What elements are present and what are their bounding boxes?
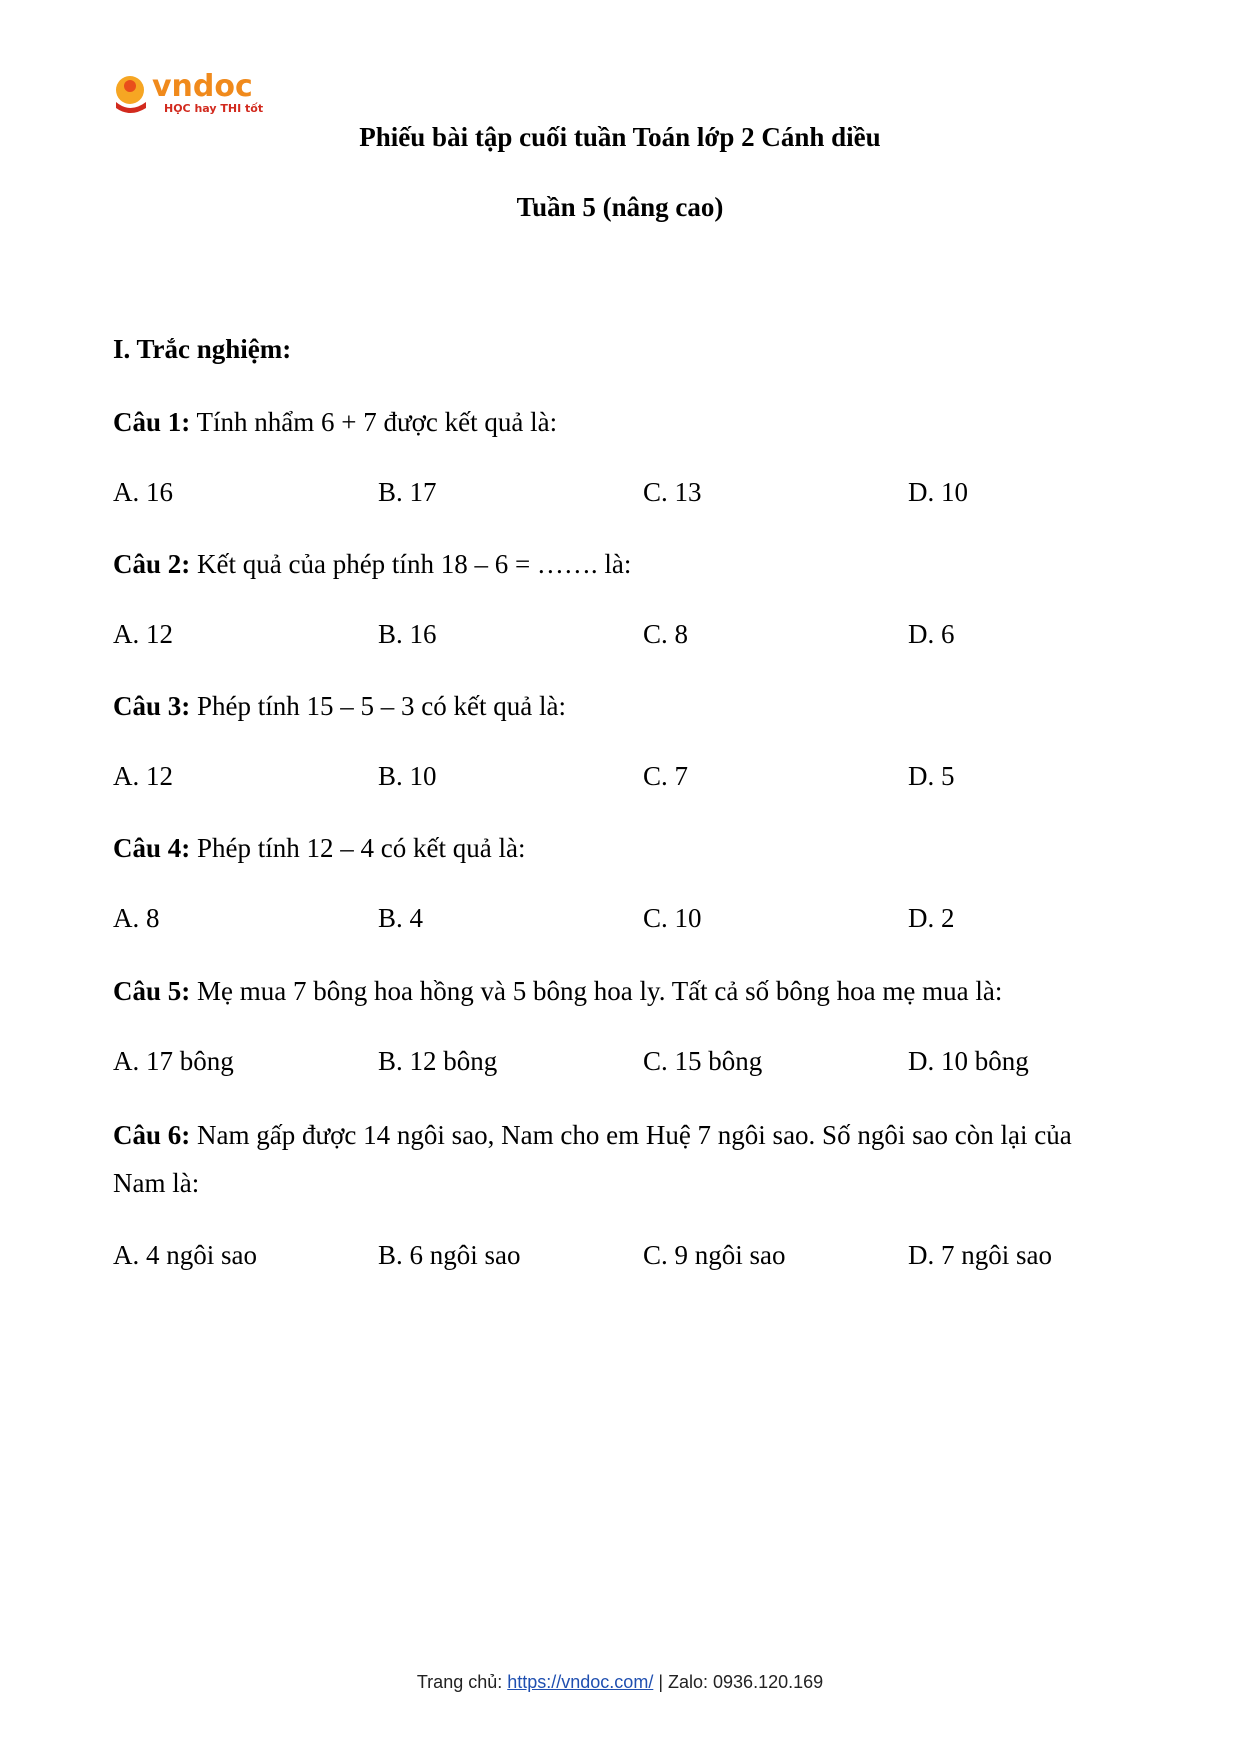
option-d[interactable]: D. 2 (908, 903, 955, 933)
footer-suffix: | Zalo: 0936.120.169 (653, 1672, 824, 1692)
options-3 (113, 761, 1183, 801)
logo-wordmark: vndoc (152, 69, 253, 104)
question-text: Phép tính 12 – 4 có kết quả là: (190, 833, 526, 863)
option-b[interactable]: B. 16 (378, 619, 437, 649)
document-subtitle: Tuần 5 (nâng cao) (516, 192, 724, 222)
options-5 (113, 1046, 1183, 1086)
option-a[interactable]: A. 17 bông (113, 1046, 234, 1076)
options-6 (113, 1240, 1183, 1280)
footer-prefix: Trang chủ: (416, 1672, 508, 1692)
option-c[interactable]: C. 10 (643, 903, 702, 933)
option-c[interactable]: C. 13 (643, 477, 702, 507)
option-b[interactable]: B. 10 (378, 761, 437, 791)
option-d[interactable]: D. 5 (908, 761, 955, 791)
option-b[interactable]: B. 4 (378, 903, 424, 933)
question-1 (113, 398, 1113, 446)
option-a[interactable]: A. 4 ngôi sao (113, 1240, 257, 1270)
options-1 (113, 477, 1183, 517)
question-label: Câu 4: (113, 833, 191, 863)
question-text: Mẹ mua 7 bông hoa hồng và 5 bông hoa ly. Tất cả số bông hoa mẹ mua là: (190, 976, 1003, 1006)
question-text: Phép tính 15 – 5 – 3 có kết quả là: (190, 691, 566, 721)
option-b[interactable]: B. 12 bông (378, 1046, 498, 1076)
question-2 (113, 540, 1113, 588)
question-text: Tính nhẩm 6 + 7 được kết quả là: (190, 407, 558, 437)
question-5 (113, 967, 1113, 1015)
option-d[interactable]: D. 7 ngôi sao (908, 1240, 1052, 1270)
option-d[interactable]: D. 10 bông (908, 1046, 1029, 1076)
options-4 (113, 903, 1183, 943)
question-label: Câu 6: (113, 1120, 191, 1150)
option-a[interactable]: A. 16 (113, 477, 173, 507)
question-text: Kết quả của phép tính 18 – 6 = ……. là: (190, 549, 632, 579)
homepage-link[interactable]: https://vndoc.com/ (507, 1672, 654, 1692)
page-footer (0, 1672, 1240, 1693)
option-c[interactable]: C. 8 (643, 619, 689, 649)
option-a[interactable]: A. 8 (113, 903, 160, 933)
option-a[interactable]: A. 12 (113, 619, 173, 649)
question-6 (113, 1111, 1113, 1207)
question-3 (113, 682, 1113, 730)
question-4 (113, 824, 1113, 872)
question-text: Nam gấp được 14 ngôi sao, Nam cho em Huệ 7 ngôi sao. Số ngôi sao còn lại của Nam là: (113, 1120, 1072, 1198)
option-b[interactable]: B. 6 ngôi sao (378, 1240, 521, 1270)
logo-tagline: HỌC hay THI tốt (164, 102, 264, 115)
question-label: Câu 3: (113, 691, 191, 721)
option-b[interactable]: B. 17 (378, 477, 437, 507)
option-c[interactable]: C. 15 bông (643, 1046, 763, 1076)
option-c[interactable]: C. 9 ngôi sao (643, 1240, 786, 1270)
options-2 (113, 619, 1183, 659)
question-label: Câu 5: (113, 976, 191, 1006)
vndoc-logo (112, 68, 272, 124)
section-heading: I. Trắc nghiệm: (113, 334, 292, 364)
option-c[interactable]: C. 7 (643, 761, 689, 791)
option-d[interactable]: D. 10 (908, 477, 968, 507)
question-label: Câu 1: (113, 407, 191, 437)
question-label: Câu 2: (113, 549, 191, 579)
option-d[interactable]: D. 6 (908, 619, 955, 649)
option-a[interactable]: A. 12 (113, 761, 173, 791)
document-title: Phiếu bài tập cuối tuần Toán lớp 2 Cánh diều (359, 122, 881, 152)
